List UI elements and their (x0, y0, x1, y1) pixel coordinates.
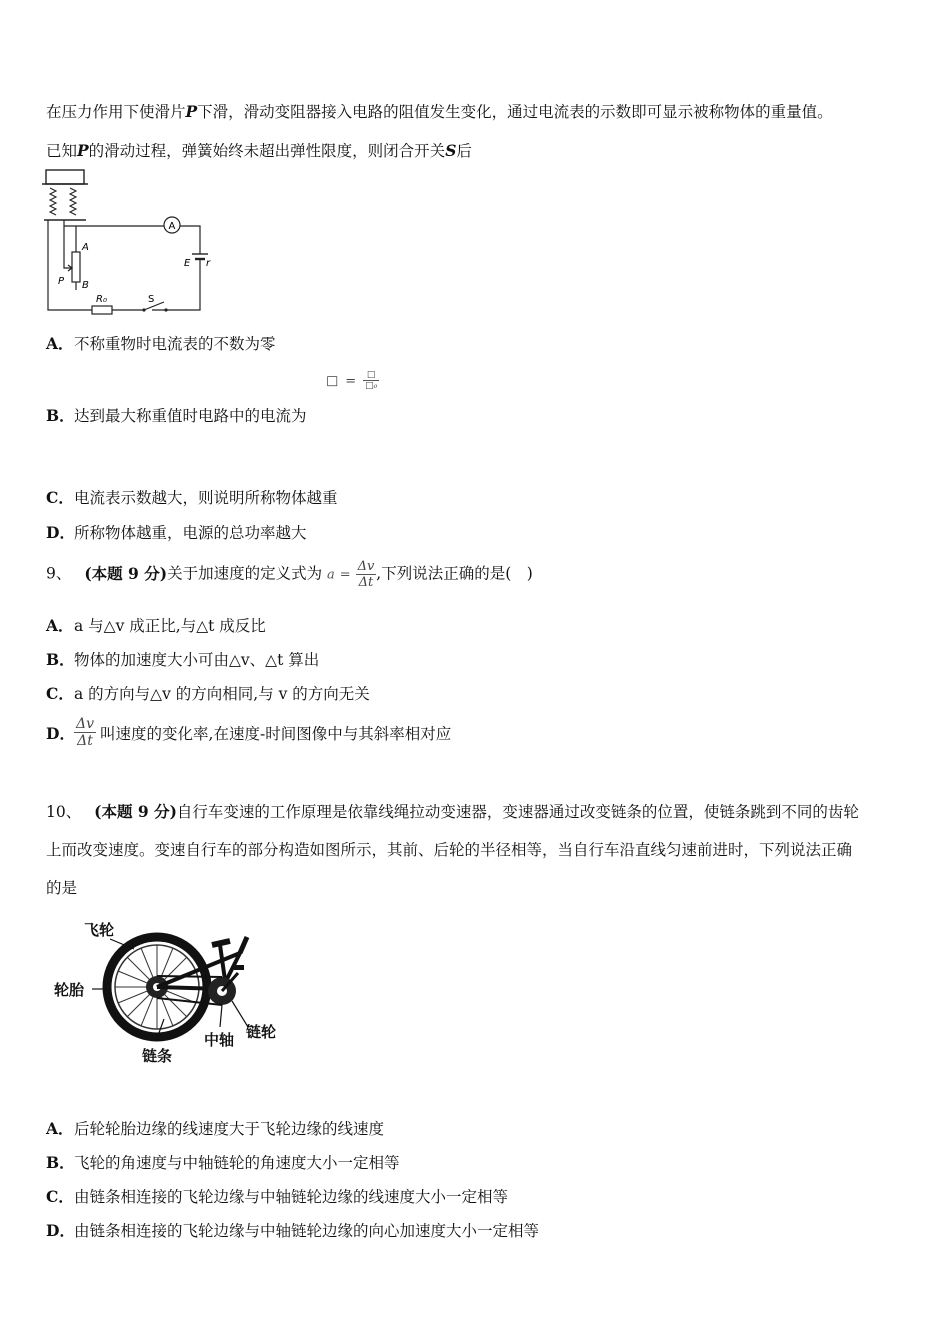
spring-icon (50, 188, 56, 215)
option-letter: B． (46, 650, 75, 669)
formula-fraction (74, 716, 96, 749)
internal-resistance-label: r (206, 258, 211, 269)
option-letter: C． (46, 684, 74, 703)
question-points: (本题 9 分) (84, 563, 168, 583)
rheostat-icon (72, 252, 80, 282)
formula-fraction (363, 370, 379, 391)
formula-denominator: Δt (358, 575, 374, 590)
resistor-r0-label: R₀ (96, 294, 107, 305)
question-10-stem-3 (46, 876, 77, 898)
option-text: 由链条相连接的飞轮边缘与中轴链轮边缘的线速度大小一定相等 (74, 1188, 509, 1206)
flywheel-label: 飞轮 (84, 921, 115, 939)
option-letter: D． (46, 723, 75, 743)
option-a (46, 614, 266, 636)
formula-fraction (356, 559, 377, 590)
question-text: ,下列说法正确的是( ) (376, 564, 533, 583)
option-text: 电流表示数越大，则说明所称物体越重 (74, 489, 338, 507)
intro-text: 的滑动过程，弹簧始终未超出弹性限度，则闭合开关 (88, 142, 446, 160)
option-text: a 的方向与△v 的方向相同,与 v 的方向无关 (74, 685, 370, 703)
option-c (46, 1185, 508, 1207)
slider-symbol: P (77, 141, 89, 160)
formula-numerator: Δv (76, 716, 95, 732)
option-letter: B． (46, 406, 75, 425)
option-d (46, 521, 307, 543)
question-points: (本题 9 分) (94, 802, 177, 821)
option-text: 不称重物时电流表的不数为零 (74, 335, 276, 353)
chainring-label: 链轮 (246, 1023, 277, 1041)
option-letter: D． (46, 523, 75, 542)
intro-text: 后 (456, 142, 472, 160)
formula-eq: = (345, 373, 357, 389)
question-text: 关于加速度的定义式为 (167, 564, 323, 583)
question-number: 10、 (46, 803, 82, 821)
ammeter-label: A (168, 221, 176, 232)
option-text: 达到最大称重值时电路中的电流为 (74, 407, 307, 425)
option-text: 物体的加速度大小可由△v、△t 算出 (74, 651, 320, 669)
option-a (46, 1117, 384, 1139)
intro-line-1 (46, 100, 833, 122)
option-c (46, 682, 370, 704)
resistor-r0-icon (92, 306, 112, 314)
option-b (46, 1151, 400, 1173)
tire-label: 轮胎 (54, 981, 85, 999)
option-letter: D． (46, 1221, 75, 1240)
option-c (46, 486, 338, 508)
option-letter: B． (46, 1153, 75, 1172)
option-text: 叫速度的变化率,在速度-时间图像中与其斜率相对应 (100, 724, 452, 743)
question-number: 9、 (46, 564, 72, 583)
formula-b (326, 370, 379, 391)
option-letter: A． (46, 1119, 74, 1138)
formula-lhs: a (327, 567, 335, 583)
formula-denominator: Δt (77, 733, 93, 749)
switch-label: S (148, 294, 155, 305)
option-letter: A． (46, 616, 74, 635)
slider-symbol: P (185, 102, 198, 121)
intro-text: 已知 (46, 142, 78, 160)
chain-label: 链条 (142, 1047, 173, 1065)
option-letter: C． (46, 488, 74, 507)
scale-circuit-diagram (40, 168, 220, 318)
emf-label: E (184, 258, 191, 269)
formula-eq: = (339, 567, 351, 583)
formula-lhs: □ (326, 373, 339, 389)
question-text: 自行车变速的工作原理是依靠线绳拉动变速器，变速器通过改变链条的位置，使链条跳到不同的齿轮 (176, 803, 859, 821)
option-text: 所称物体越重，电源的总功率越大 (74, 524, 307, 542)
question-10-stem-2 (46, 838, 852, 860)
question-10-stem-1 (46, 800, 859, 822)
slider-label: P (58, 276, 65, 287)
switch-symbol: S (445, 141, 457, 160)
intro-line-2 (46, 139, 472, 161)
option-letter: A． (46, 334, 74, 353)
formula-denominator: □₀ (365, 381, 378, 391)
slider-arrow-icon (64, 226, 71, 268)
formula-numerator: □ (363, 370, 379, 381)
rheostat-label-a: A (82, 242, 89, 253)
question-9-stem (46, 559, 533, 590)
intro-text: 在压力作用下使滑片 (46, 103, 186, 121)
option-letter: C． (46, 1187, 74, 1206)
question-text: 上而改变速度。变速自行车的部分构造如图所示，其前、后轮的半径相等，当自行车沿直线匀速前进时，下列说法正确 (46, 841, 853, 859)
question-text: 的是 (46, 879, 78, 897)
option-text: a 与△v 成正比,与△t 成反比 (74, 617, 266, 635)
option-text: 飞轮的角速度与中轴链轮的角速度大小一定相等 (74, 1154, 400, 1172)
option-text: 后轮轮胎边缘的线速度大于飞轮边缘的线速度 (74, 1120, 385, 1138)
option-d (46, 716, 451, 749)
option-d (46, 1219, 539, 1241)
spring-icon (70, 188, 76, 215)
formula-numerator: Δv (357, 559, 375, 574)
option-a (46, 332, 276, 354)
option-b (46, 648, 319, 670)
axle-label: 中轴 (204, 1031, 235, 1049)
option-b (46, 404, 307, 426)
option-text: 由链条相连接的飞轮边缘与中轴链轮边缘的向心加速度大小一定相等 (74, 1222, 540, 1240)
platform-icon (46, 170, 84, 184)
intro-text: 下滑，滑动变阻器接入电路的阻值发生变化，通过电流表的示数即可显示被称物体的重量值。 (197, 103, 833, 121)
bicycle-figure (52, 915, 302, 1070)
rheostat-label-b: B (82, 280, 89, 291)
